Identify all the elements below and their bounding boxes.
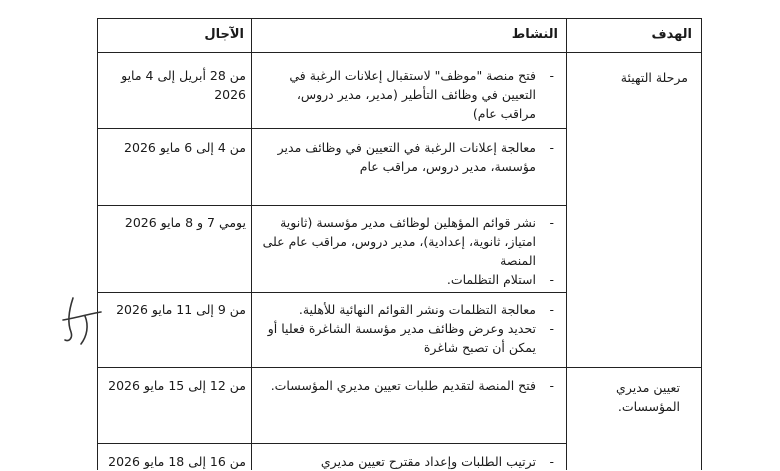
activity-item: - نشر قوائم المؤهلين لوظائف مدير مؤسسة (ثانوية امتياز، ثانوية، إعدادية)، مدير دروس، مراقب عام على المنصة	[260, 213, 556, 270]
row-divider	[97, 443, 566, 444]
activity-cell	[260, 138, 556, 176]
activity-cell	[260, 376, 556, 395]
activity-cell	[260, 452, 556, 471]
activity-item: - تحديد وعرض وظائف مدير مؤسسة الشاغرة فعليا أو يمكن أن تصبح شاغرة	[260, 319, 556, 357]
activity-cell	[260, 213, 556, 289]
activity-item: - فتح منصة "موظف" لاستقبال إعلانات الرغبة في التعيين في وظائف التأطير (مدير، مدير دروس، مراقب عام)	[260, 66, 556, 123]
activity-item: - استلام التظلمات.	[260, 270, 556, 289]
column-divider	[251, 18, 252, 470]
goal-cell: تعيين مديري المؤسسات.	[616, 380, 680, 414]
deadline-cell: من 9 إلى 11 مايو 2026	[116, 302, 246, 317]
row-divider	[97, 367, 701, 368]
header-goal: الهدف	[651, 27, 692, 42]
signature-mark	[55, 290, 115, 350]
activity-item: - ترتيب الطلبات وإعداد مقترح تعيين مديري	[260, 452, 556, 471]
header-bottom-border	[97, 52, 701, 53]
goal-cell: مرحلة التهيئة	[620, 70, 688, 85]
table-right-border	[701, 18, 702, 470]
activity-item: - معالجة التظلمات ونشر القوائم النهائية للأهلية.	[260, 300, 556, 319]
activity-cell	[260, 66, 556, 123]
activity-cell	[260, 300, 556, 357]
header-activity: النشاط	[511, 27, 558, 42]
deadline-cell: من 4 إلى 6 مايو 2026	[124, 140, 246, 155]
row-divider	[97, 128, 566, 129]
table-left-border	[97, 18, 98, 470]
row-divider	[97, 292, 566, 293]
column-divider	[566, 18, 567, 470]
header-deadlines: الآجال	[204, 27, 244, 42]
deadline-cell: يومي 7 و 8 مايو 2026	[124, 215, 246, 230]
activity-item: - معالجة إعلانات الرغبة في التعيين في وظائف مدير مؤسسة، مدير دروس، مراقب عام	[260, 138, 556, 176]
deadline-cell: من 16 إلى 18 مايو 2026	[108, 454, 246, 469]
activity-item: - فتح المنصة لتقديم طلبات تعيين مديري المؤسسات.	[260, 376, 556, 395]
deadline-cell: من 12 إلى 15 مايو 2026	[108, 378, 246, 393]
row-divider	[97, 205, 566, 206]
deadline-cell: من 28 أبريل إلى 4 مايو 2026	[121, 68, 246, 102]
table-top-border	[97, 18, 701, 19]
